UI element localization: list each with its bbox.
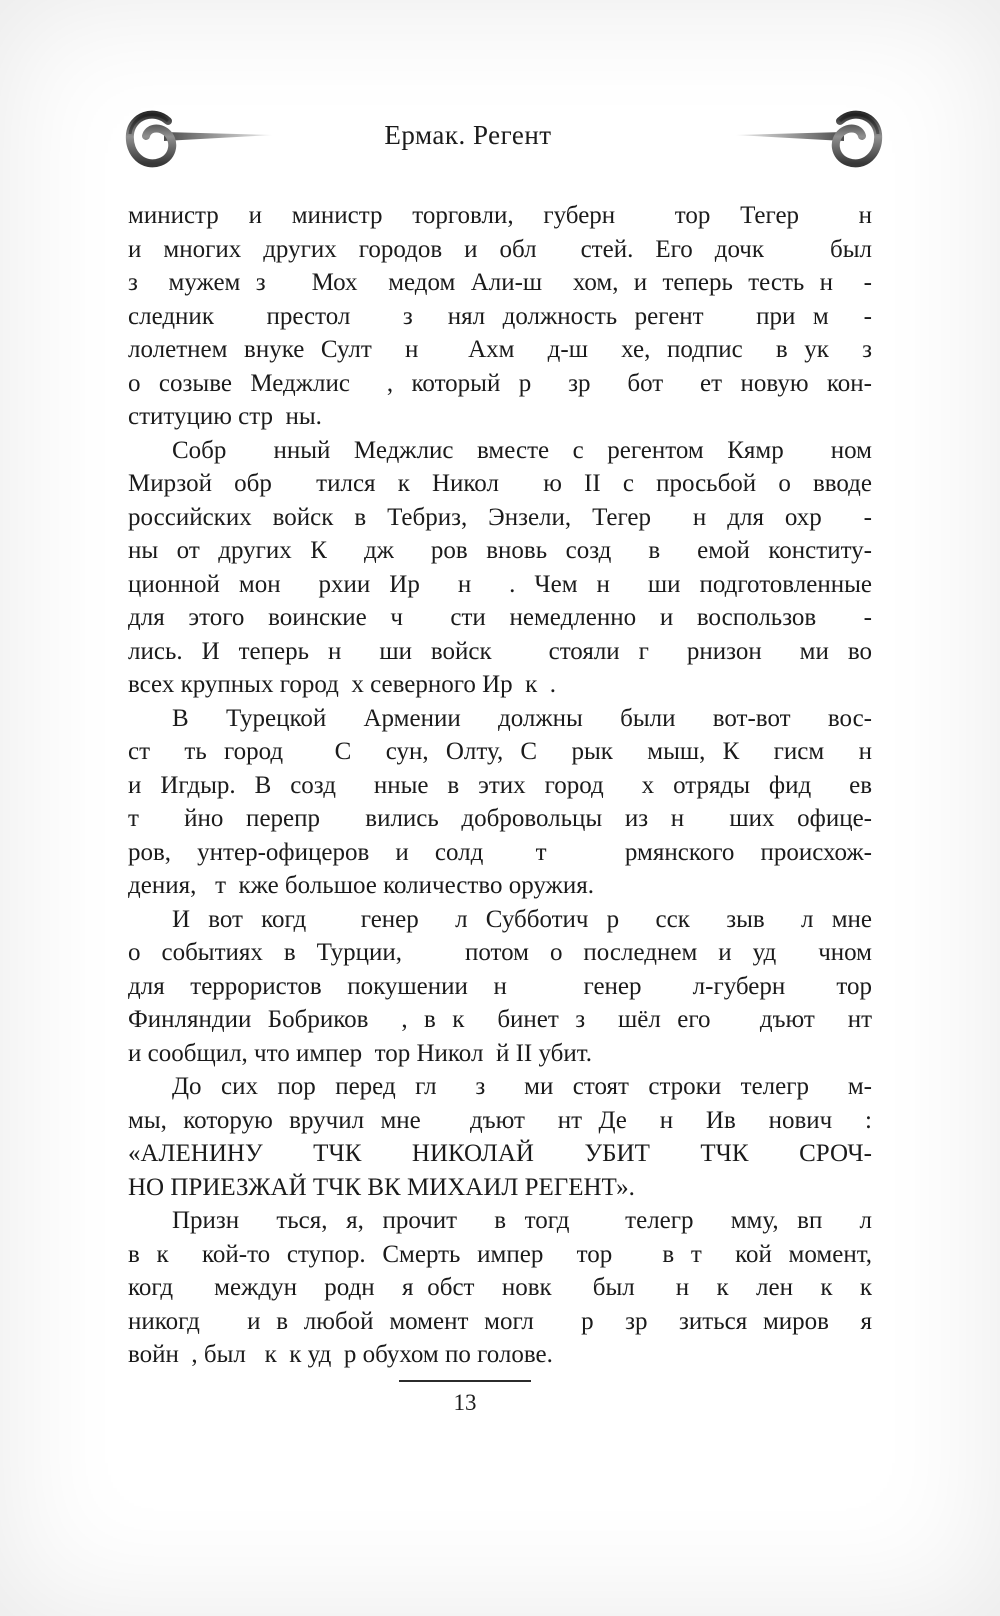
text-line: о событиях в Турции, потом о последнем и уд чном <box>128 939 872 966</box>
body-text <box>128 199 872 1372</box>
text-line: никогд и в любой момент могл р зр зиться миров я <box>128 1307 872 1335</box>
paragraph <box>128 1204 872 1372</box>
text-line: мы, которую вручил мне дъют нт Де н Ив нович : <box>128 1106 872 1134</box>
text-line: «АЛЕНИНУ ТЧК НИКОЛАЙ УБИТ ТЧК СРОЧ- <box>128 1140 872 1167</box>
paragraph <box>128 903 872 1071</box>
paragraph <box>128 199 872 434</box>
text-line: следник престол з нял должность регент при м - <box>128 302 872 330</box>
text-line: ст ть город С сун, Олту, С рык мыш, К гисм н <box>128 738 872 765</box>
text-line: ров, унтер-офицеров и солд т рмянского происхож- <box>128 838 872 866</box>
text-line: дения, т кже большое количество оружия. <box>128 872 594 899</box>
text-line: для этого воинские ч сти немедленно и воспользов - <box>128 604 872 631</box>
text-line: и Игдыр. В созд нные в этих город х отряды фид ев <box>128 771 872 799</box>
text-line: всех крупных город х северного Ир к . <box>128 671 557 698</box>
running-title: Ермак. Регент <box>384 120 552 150</box>
text-line: лолетнем внуке Султ н Ахм д-ш хе, подпис в ук з <box>128 336 872 363</box>
text-line: лись. И теперь н ши войск стояли г рнизон ми во <box>128 637 872 665</box>
paragraph <box>128 702 872 903</box>
text-line: для террористов покушении н генер л-губерн тор <box>128 972 872 1000</box>
text-line: В Турецкой Армении должны были вот-вот вос- <box>172 704 872 732</box>
text-line: з мужем з Мох медом Али-ш хом, и теперь тесть н - <box>128 269 872 296</box>
paragraph <box>128 1070 872 1204</box>
page-footer <box>93 1380 837 1416</box>
footer-rule <box>399 1380 531 1382</box>
text-line: российских войск в Тебриз, Энзели, Тегер н для охр - <box>128 503 872 531</box>
text-line: Собр нный Меджлис вместе с регентом Кямр ном <box>172 436 872 464</box>
text-line: Финляндии Бобриков , в к бинет з шёл его дъют нт <box>128 1006 872 1033</box>
text-line: о созыве Меджлис , который р зр бот ет новую кон- <box>128 369 872 397</box>
text-line: ституцию стр ны. <box>128 403 322 430</box>
text-line: когд междун родн я обст новк был н к лен к к <box>128 1274 872 1301</box>
text-line: министр и министр торговли, губерн тор Тегер н <box>128 202 872 229</box>
text-line: и многих других городов и обл стей. Его дочк был <box>128 235 872 263</box>
text-line: и сообщил, что импер тор Никол й II убит. <box>128 1039 593 1067</box>
page-number: 13 <box>453 1390 477 1415</box>
text-line: Мирзой обр тился к Никол ю II с просьбой о вводе <box>128 470 872 497</box>
text-line: войн , был к к уд р обухом по голове. <box>128 1341 553 1368</box>
ornament-clasp-right-icon <box>734 106 884 170</box>
text-line: т йно перепр вились добровольцы из н ших офице- <box>128 805 872 832</box>
text-line: И вот когд генер л Субботич р сск зыв л мне <box>172 905 872 933</box>
text-line: Призн ться, я, прочит в тогд телегр мму, вп л <box>172 1207 872 1234</box>
text-line: ционной мон рхии Ир н . Чем н ши подготовленные <box>128 570 872 598</box>
page-header <box>0 104 1000 176</box>
paragraph <box>128 434 872 702</box>
text-line: НО ПРИЕЗЖАЙ ТЧК ВК МИХАИЛ РЕГЕНТ». <box>128 1173 635 1201</box>
text-line: ны от других К дж ров вновь созд в емой конститу- <box>128 537 872 564</box>
text-line: в к кой-то ступор. Смерть импер тор в т кой момент, <box>128 1240 872 1268</box>
text-line: До сих пор перед гл з ми стоят строки телегр м- <box>172 1073 872 1100</box>
